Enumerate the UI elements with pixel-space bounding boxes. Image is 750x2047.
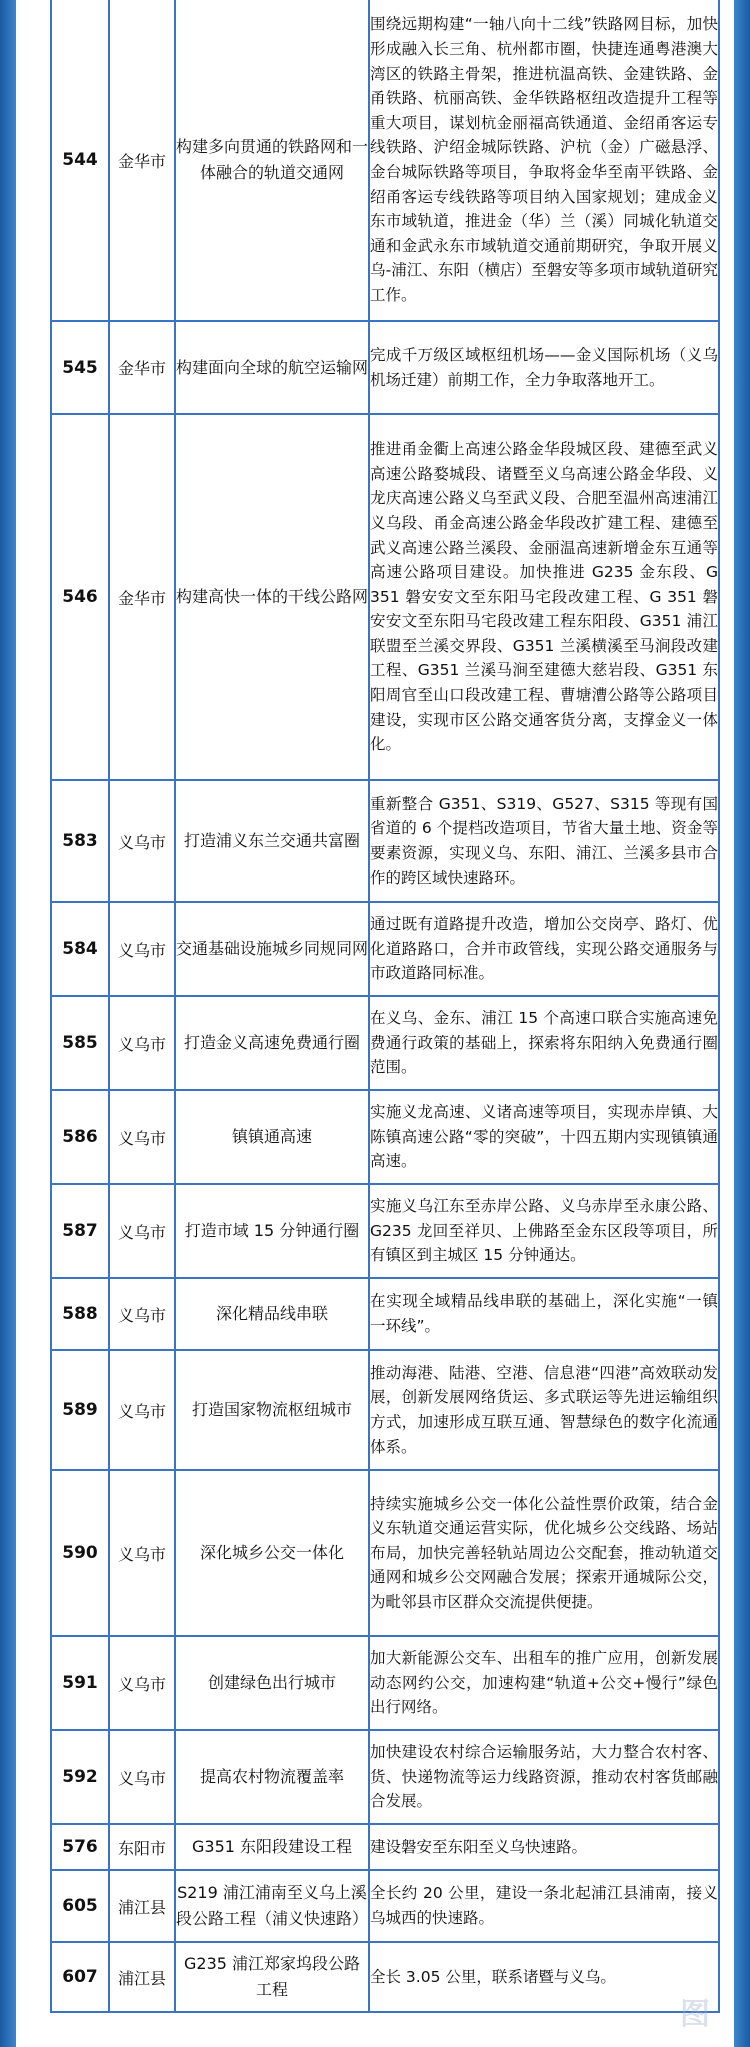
city-cell: 义乌市 <box>109 996 175 1090</box>
table-row <box>51 1942 719 2012</box>
project-name-cell: 交通基础设施城乡同规同网 <box>175 902 369 996</box>
project-description-cell: 全长 3.05 公里，联系诸暨与义乌。 <box>369 1942 719 2012</box>
project-table <box>50 0 720 2013</box>
project-description-cell: 实施义乌江东至赤岸公路、义乌赤岸至永康公路、G235 龙回至祥贝、上佛路至金东区段等项目，所有镇区到主城区 15 分钟通达。 <box>369 1184 719 1278</box>
project-name-cell: 构建高快一体的干线公路网 <box>175 414 369 780</box>
table-row <box>51 0 719 321</box>
city-cell: 浦江县 <box>109 1942 175 2012</box>
project-number-cell: 605 <box>51 1870 109 1942</box>
project-number-cell: 592 <box>51 1730 109 1824</box>
city-cell: 义乌市 <box>109 1350 175 1470</box>
project-description-cell: 实施义龙高速、义诸高速等项目，实现赤岸镇、大陈镇高速公路“零的突破”，十四五期内实现镇镇通高速。 <box>369 1090 719 1184</box>
project-description-cell: 完成千万级区域枢纽机场——金义国际机场（义乌机场迁建）前期工作，全力争取落地开工。 <box>369 321 719 414</box>
table-row <box>51 1636 719 1730</box>
project-name-cell: S219 浦江浦南至义乌上溪段公路工程（浦义快速路） <box>175 1870 369 1942</box>
project-name-cell: 深化精品线串联 <box>175 1278 369 1350</box>
project-number-cell: 585 <box>51 996 109 1090</box>
project-description-cell: 在实现全域精品线串联的基础上，深化实施“一镇一环线”。 <box>369 1278 719 1350</box>
project-description-cell: 重新整合 G351、S319、G527、S315 等现有国省道的 6 个提档改造项目，节省大量土地、资金等要素资源，实现义乌、东阳、浦江、兰溪多县市合作的跨区域快速路环。 <box>369 780 719 902</box>
project-number-cell: 590 <box>51 1470 109 1636</box>
project-name-cell: G235 浦江郑家坞段公路工程 <box>175 1942 369 2012</box>
table-row <box>51 902 719 996</box>
project-number-cell: 607 <box>51 1942 109 2012</box>
project-name-cell: 镇镇通高速 <box>175 1090 369 1184</box>
project-name-cell: 创建绿色出行城市 <box>175 1636 369 1730</box>
project-number-cell: 589 <box>51 1350 109 1470</box>
table-row <box>51 1730 719 1824</box>
city-cell: 义乌市 <box>109 902 175 996</box>
project-table-body <box>51 0 719 2012</box>
project-number-cell: 545 <box>51 321 109 414</box>
project-name-cell: G351 东阳段建设工程 <box>175 1824 369 1870</box>
project-name-cell: 构建多向贯通的铁路网和一体融合的轨道交通网 <box>175 0 369 321</box>
city-cell: 义乌市 <box>109 1090 175 1184</box>
city-cell: 义乌市 <box>109 1636 175 1730</box>
project-description-cell: 在义乌、金东、浦江 15 个高速口联合实施高速免费通行政策的基础上，探索将东阳纳入免费通行圈范围。 <box>369 996 719 1090</box>
city-cell: 义乌市 <box>109 1730 175 1824</box>
city-cell: 义乌市 <box>109 1184 175 1278</box>
project-number-cell: 583 <box>51 780 109 902</box>
document-sheet <box>16 0 734 2047</box>
project-description-cell: 推进甬金衢上高速公路金华段城区段、建德至武义高速公路婺城段、诸暨至义乌高速公路金华段、义龙庆高速公路义乌至武义段、合肥至温州高速浦江义乌段、甬金高速公路金华段改扩建工程、建德至武义高速公路兰溪段、金丽温高速新增金东互通等高速公路项目建设。加快推进 G235 金东段、G 351 磐安安文至东阳马宅段改建工程、G 351 磐安安文至东阳马宅段改建工程东阳段、G351 浦江联盟至兰溪交界段、G351 兰溪横溪至马涧段改建工程、G351 兰溪马涧至建德大慈岩段、G351 东阳周官至山口段改建工程、曹塘漕公路等公路项目建设，实现市区公路交通客货分离，支撑金义一体化。 <box>369 414 719 780</box>
project-number-cell: 546 <box>51 414 109 780</box>
city-cell: 金华市 <box>109 321 175 414</box>
project-name-cell: 构建面向全球的航空运输网 <box>175 321 369 414</box>
project-description-cell: 加快建设农村综合运输服务站，大力整合农村客、货、快递物流等运力线路资源，推动农村客货邮融合发展。 <box>369 1730 719 1824</box>
right-border-stripe <box>734 0 750 2047</box>
project-description-cell: 围绕远期构建“一轴八向十二线”铁路网目标，加快形成融入长三角、杭州都市圈，快捷连通粤港澳大湾区的铁路主骨架，推进杭温高铁、金建铁路、金甬铁路、杭丽高铁、金华铁路枢纽改造提升工程等重大项目，谋划杭金丽福高铁通道、金绍甬客运专线铁路、沪绍金城际铁路、沪杭（金）广磁悬浮、金台城际铁路等项目，争取将金华至南平铁路、金绍甬客运专线铁路等项目纳入国家规划；建成金义东市域轨道，推进金（华）兰（溪）同城化轨道交通和金武永东市域轨道交通前期研究，争取开展义乌-浦江、东阳（横店）至磐安等多项市域轨道研究工作。 <box>369 0 719 321</box>
project-number-cell: 587 <box>51 1184 109 1278</box>
project-description-cell: 全长约 20 公里，建设一条北起浦江县浦南，接义乌城西的快速路。 <box>369 1870 719 1942</box>
project-description-cell: 推动海港、陆港、空港、信息港“四港”高效联动发展，创新发展网络货运、多式联运等先进运输组织方式，加速形成互联互通、智慧绿色的数字化流通体系。 <box>369 1350 719 1470</box>
project-name-cell: 打造市域 15 分钟通行圈 <box>175 1184 369 1278</box>
city-cell: 金华市 <box>109 414 175 780</box>
city-cell: 东阳市 <box>109 1824 175 1870</box>
project-number-cell: 544 <box>51 0 109 321</box>
project-name-cell: 打造国家物流枢纽城市 <box>175 1350 369 1470</box>
table-row <box>51 1350 719 1470</box>
project-name-cell: 打造浦义东兰交通共富圈 <box>175 780 369 902</box>
project-number-cell: 576 <box>51 1824 109 1870</box>
project-description-cell: 建设磐安至东阳至义乌快速路。 <box>369 1824 719 1870</box>
project-number-cell: 584 <box>51 902 109 996</box>
table-row <box>51 1090 719 1184</box>
project-name-cell: 深化城乡公交一体化 <box>175 1470 369 1636</box>
project-number-cell: 591 <box>51 1636 109 1730</box>
table-row <box>51 1278 719 1350</box>
city-cell: 浦江县 <box>109 1870 175 1942</box>
table-row <box>51 1470 719 1636</box>
left-border-stripe <box>0 0 16 2047</box>
project-name-cell: 打造金义高速免费通行圈 <box>175 996 369 1090</box>
project-description-cell: 持续实施城乡公交一体化公益性票价政策，结合金义东轨道交通运营实际，优化城乡公交线路、场站布局，加快完善轻轨站周边公交配套，推动轨道交通网和城乡公交网融合发展；探索开通城际公交，为毗邻县市区群众交流提供便捷。 <box>369 1470 719 1636</box>
project-name-cell: 提高农村物流覆盖率 <box>175 1730 369 1824</box>
city-cell: 义乌市 <box>109 1470 175 1636</box>
table-row <box>51 321 719 414</box>
table-row <box>51 1184 719 1278</box>
table-row <box>51 1824 719 1870</box>
table-row <box>51 414 719 780</box>
city-cell: 义乌市 <box>109 1278 175 1350</box>
city-cell: 义乌市 <box>109 780 175 902</box>
project-number-cell: 588 <box>51 1278 109 1350</box>
project-description-cell: 加大新能源公交车、出租车的推广应用，创新发展动态网约公交，加速构建“轨道+公交+慢行”绿色出行网络。 <box>369 1636 719 1730</box>
project-number-cell: 586 <box>51 1090 109 1184</box>
city-cell: 金华市 <box>109 0 175 321</box>
table-row <box>51 996 719 1090</box>
table-row <box>51 780 719 902</box>
project-description-cell: 通过既有道路提升改造，增加公交岗亭、路灯、优化道路路口，合并市政管线，实现公路交通服务与市政道路同标准。 <box>369 902 719 996</box>
table-row <box>51 1870 719 1942</box>
watermark: 图 <box>680 1997 712 2032</box>
